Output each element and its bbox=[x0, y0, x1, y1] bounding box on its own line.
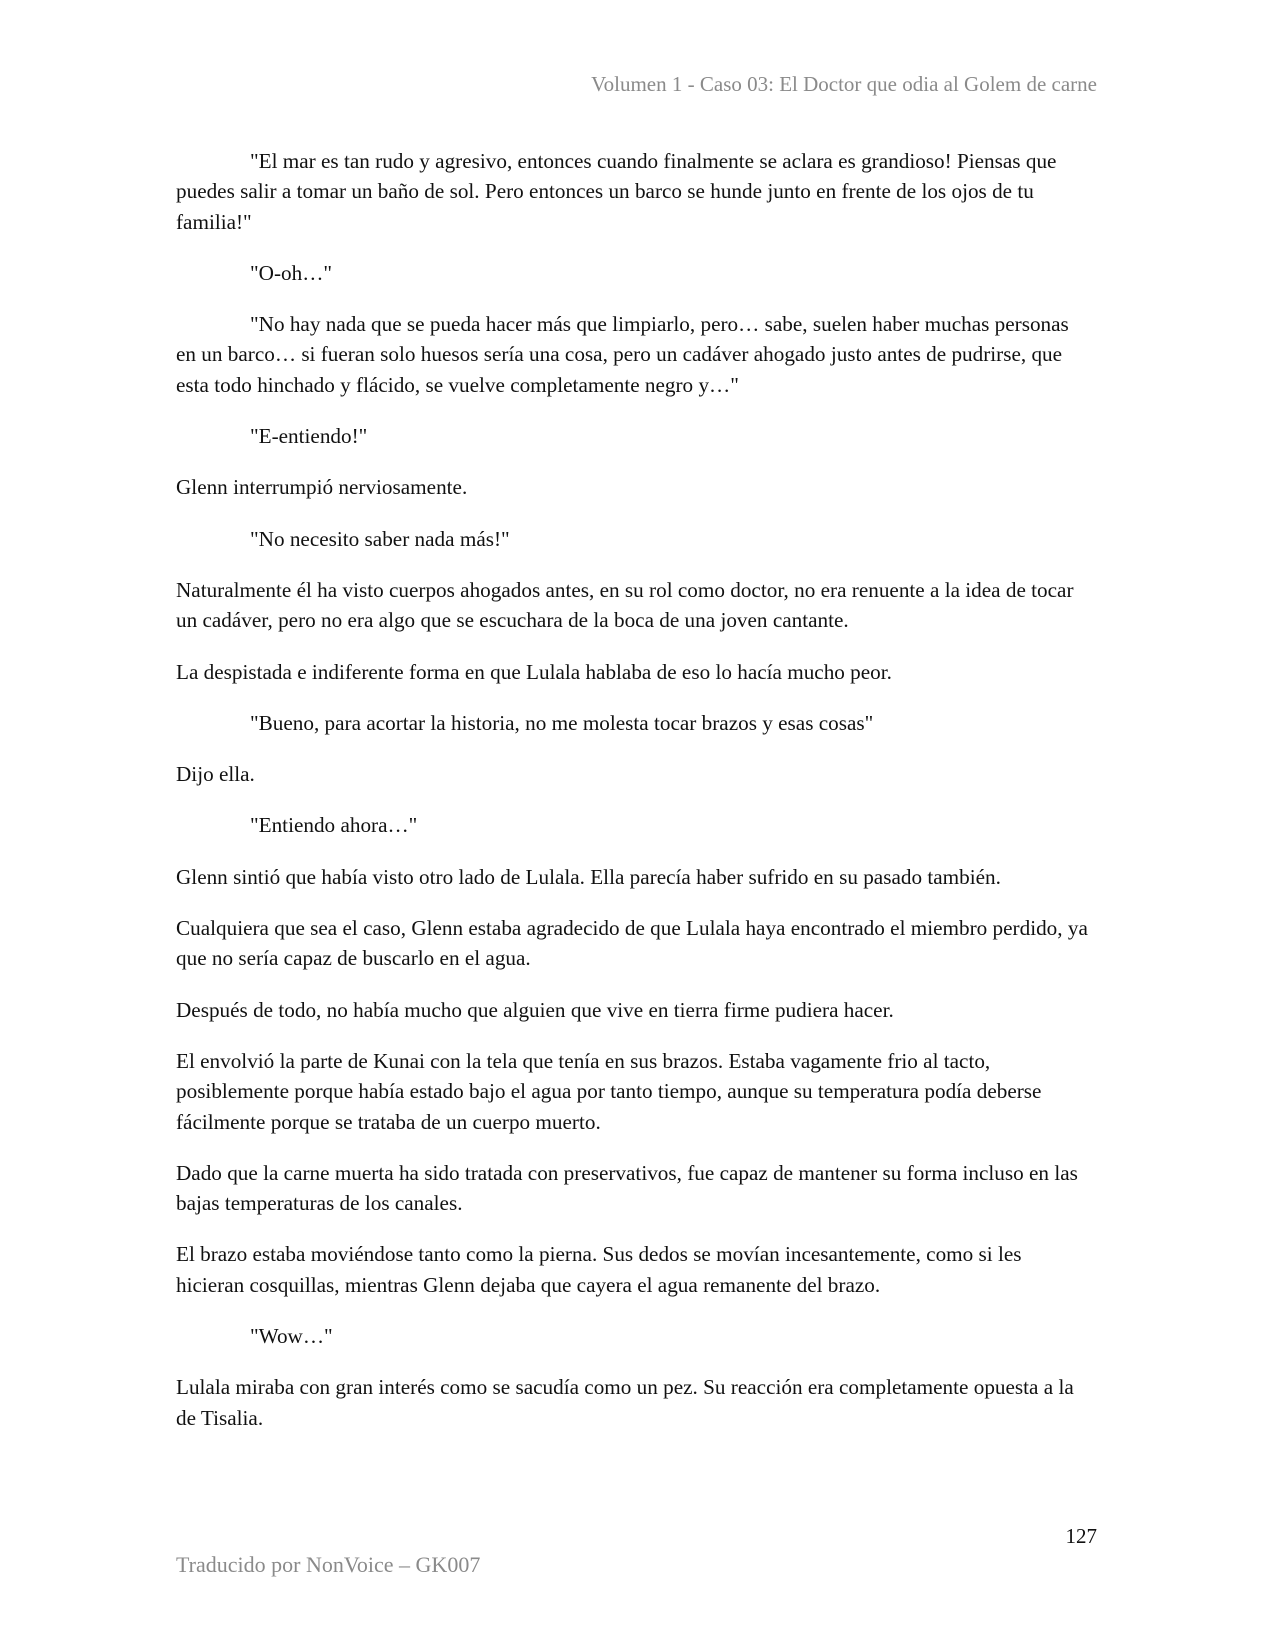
paragraph: Glenn interrumpió nerviosamente. bbox=[176, 475, 468, 500]
paragraph: "No hay nada que se pueda hacer más que limpiarlo, pero… sabe, suelen haber muchas personas en un barco… si fueran solo huesos sería una cosa, pero un cadáver ahogado justo antes de pudrirse, que esta todo hinchado y flácido, se vuelve completamente negro y…" bbox=[176, 312, 1069, 397]
page-number: 127 bbox=[1065, 1524, 1097, 1548]
paragraph: "Wow…" bbox=[250, 1324, 333, 1349]
paragraph: "O-oh…" bbox=[250, 260, 333, 285]
paragraph: "E-entiendo!" bbox=[250, 424, 368, 449]
body-text bbox=[176, 146, 1094, 1454]
paragraph: "Entiendo ahora…" bbox=[250, 813, 418, 838]
paragraph: "Bueno, para acortar la historia, no me molesta tocar brazos y esas cosas" bbox=[250, 710, 874, 735]
paragraph: Dado que la carne muerta ha sido tratada con preservativos, fue capaz de mantener su forma incluso en las bajas temperaturas de los canales. bbox=[176, 1160, 1078, 1216]
paragraph: Dijo ella. bbox=[176, 762, 255, 787]
paragraph: El envolvió la parte de Kunai con la tela que tenía en sus brazos. Estaba vagamente frio al tacto, posiblemente porque había estado bajo el agua por tanto tiempo, aunque su temperatura podía deberse fácilmente porque se trataba de un cuerpo muerto. bbox=[176, 1048, 1042, 1134]
running-header: Volumen 1 - Caso 03: El Doctor que odia al Golem de carne bbox=[591, 72, 1097, 96]
paragraph: El brazo estaba moviéndose tanto como la pierna. Sus dedos se movían incesantemente, como si les hicieran cosquillas, mientras Glenn dejaba que cayera el agua remanente del brazo. bbox=[176, 1242, 1022, 1297]
paragraph: Lulala miraba con gran interés como se sacudía como un pez. Su reacción era completamente opuesta a la de Tisalia. bbox=[176, 1375, 1074, 1430]
paragraph: La despistada e indiferente forma en que Lulala hablaba de eso lo hacía mucho peor. bbox=[176, 659, 892, 684]
paragraph: Después de todo, no había mucho que alguien que vive en tierra firme pudiera hacer. bbox=[176, 997, 894, 1022]
paragraph: Glenn sintió que había visto otro lado de Lulala. Ella parecía haber sufrido en su pasado también. bbox=[176, 864, 1001, 889]
paragraph: "No necesito saber nada más!" bbox=[250, 526, 510, 551]
paragraph: "El mar es tan rudo y agresivo, entonces cuando finalmente se aclara es grandioso! Piensas que puedes salir a tomar un baño de sol. Pero entonces un barco se hunde junto en frente de los ojos de tu familia!" bbox=[176, 149, 1057, 234]
paragraph: Cualquiera que sea el caso, Glenn estaba agradecido de que Lulala haya encontrado el miembro perdido, ya que no sería capaz de buscarlo en el agua. bbox=[176, 916, 1088, 971]
footer-credit: Traducido por NonVoice – GK007 bbox=[176, 1552, 481, 1577]
paragraph: Naturalmente él ha visto cuerpos ahogados antes, en su rol como doctor, no era renuente a la idea de tocar un cadáver, pero no era algo que se escuchara de la boca de una joven cantante. bbox=[176, 577, 1074, 633]
